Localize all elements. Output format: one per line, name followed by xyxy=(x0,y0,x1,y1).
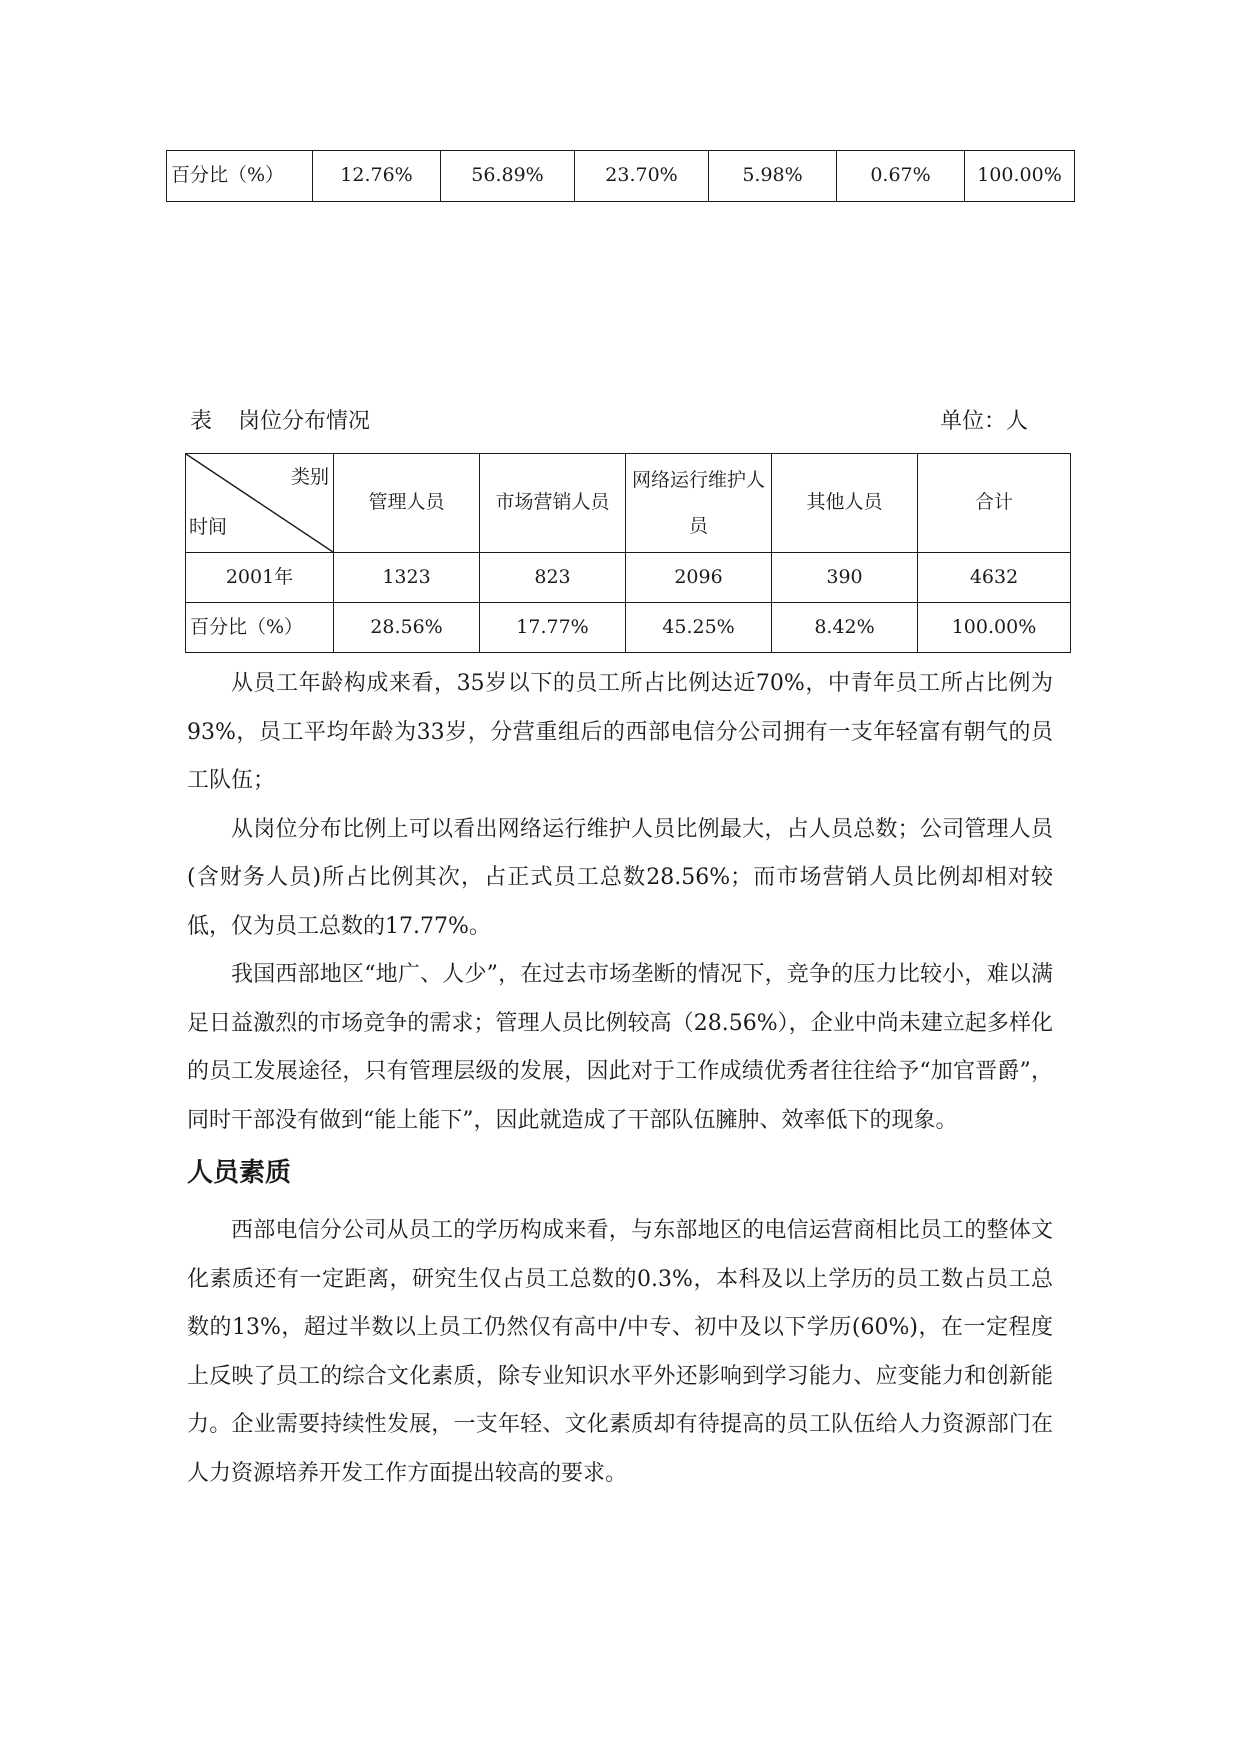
column-header: 管理人员 xyxy=(334,454,480,553)
table-row xyxy=(186,603,1071,653)
paragraph-west: 我国西部地区“地广、人少”，在过去市场垄断的情况下，竞争的压力比较小，难以满足日益激烈的市场竞争的需求；管理人员比例较高（28.56%），企业中尚未建立起多样化的员工发展途径，只有管理层级的发展，因此对于工作成绩优秀者往往给予“加官晋爵”，同时干部没有做到“能上能下”，因此就造成了干部队伍臃肿、效率低下的现象。 xyxy=(187,962,1053,1133)
table-cell: 5.98% xyxy=(709,151,837,202)
column-header: 网络运行维护人员 xyxy=(626,454,772,553)
table-cell: 823 xyxy=(480,553,626,603)
paragraph-age: 从员工年龄构成来看，35岁以下的员工所占比例达近70%，中青年员工所占比例为93%，员工平均年龄为33岁，分营重组后的西部电信分公司拥有一支年轻富有朝气的员工队伍； xyxy=(187,671,1053,793)
table-row xyxy=(186,553,1071,603)
table-cell: 17.77% xyxy=(480,603,626,653)
section-heading: 人员素质 xyxy=(187,1158,292,1188)
column-header: 合计 xyxy=(918,454,1071,553)
position-distribution-table xyxy=(185,453,1071,653)
table-cell: 100.00% xyxy=(965,151,1075,202)
table-cell: 4632 xyxy=(918,553,1071,603)
table-cell: 23.70% xyxy=(575,151,709,202)
table-caption xyxy=(190,404,1028,438)
body-text xyxy=(187,660,1053,1498)
table-cell: 28.56% xyxy=(334,603,480,653)
column-header: 其他人员 xyxy=(772,454,918,553)
table-cell: 45.25% xyxy=(626,603,772,653)
table-cell: 2096 xyxy=(626,553,772,603)
table-cell: 100.00% xyxy=(918,603,1071,653)
column-header: 市场营销人员 xyxy=(480,454,626,553)
corner-time: 时间 xyxy=(189,516,228,539)
table-cell: 12.76% xyxy=(313,151,441,202)
table-cell: 390 xyxy=(772,553,918,603)
table-row xyxy=(167,151,1075,202)
caption-unit: 单位：人 xyxy=(939,409,1028,434)
caption-title xyxy=(190,404,370,435)
paragraph-quality: 西部电信分公司从员工的学历构成来看，与东部地区的电信运营商相比员工的整体文化素质还有一定距离，研究生仅占员工总数的0.3%，本科及以上学历的员工数占员工总数的13%，超过半数以上员工仍然仅有高中/中专、初中及以下学历(60%)，在一定程度上反映了员工的综合文化素质，除专业知识水平外还影响到学习能力、应变能力和创新能力。企业需要持续性发展，一支年轻、文化素质却有待提高的员工队伍给人力资源部门在人力资源培养开发工作方面提出较高的要求。 xyxy=(187,1218,1053,1486)
corner-category: 类别 xyxy=(290,466,329,488)
corner-cell xyxy=(186,454,334,553)
header-row xyxy=(186,454,1071,553)
table-cell: 56.89% xyxy=(441,151,575,202)
paragraph-position: 从岗位分布比例上可以看出网络运行维护人员比例最大，占人员总数；公司管理人员(含财务人员)所占比例其次，占正式员工总数28.56%；而市场营销人员比例却相对较低，仅为员工总数的17.77%。 xyxy=(187,816,1053,939)
table-cell: 0.67% xyxy=(837,151,965,202)
caption-prefix: 表 xyxy=(190,409,213,434)
caption-text: 岗位分布情况 xyxy=(238,409,371,434)
table-cell: 8.42% xyxy=(772,603,918,653)
row-label: 2001年 xyxy=(186,553,334,603)
age-percentage-table xyxy=(166,150,1075,202)
row-label: 百分比（%） xyxy=(186,603,334,653)
table-cell: 1323 xyxy=(334,553,480,603)
row-label: 百分比（%） xyxy=(167,151,313,202)
